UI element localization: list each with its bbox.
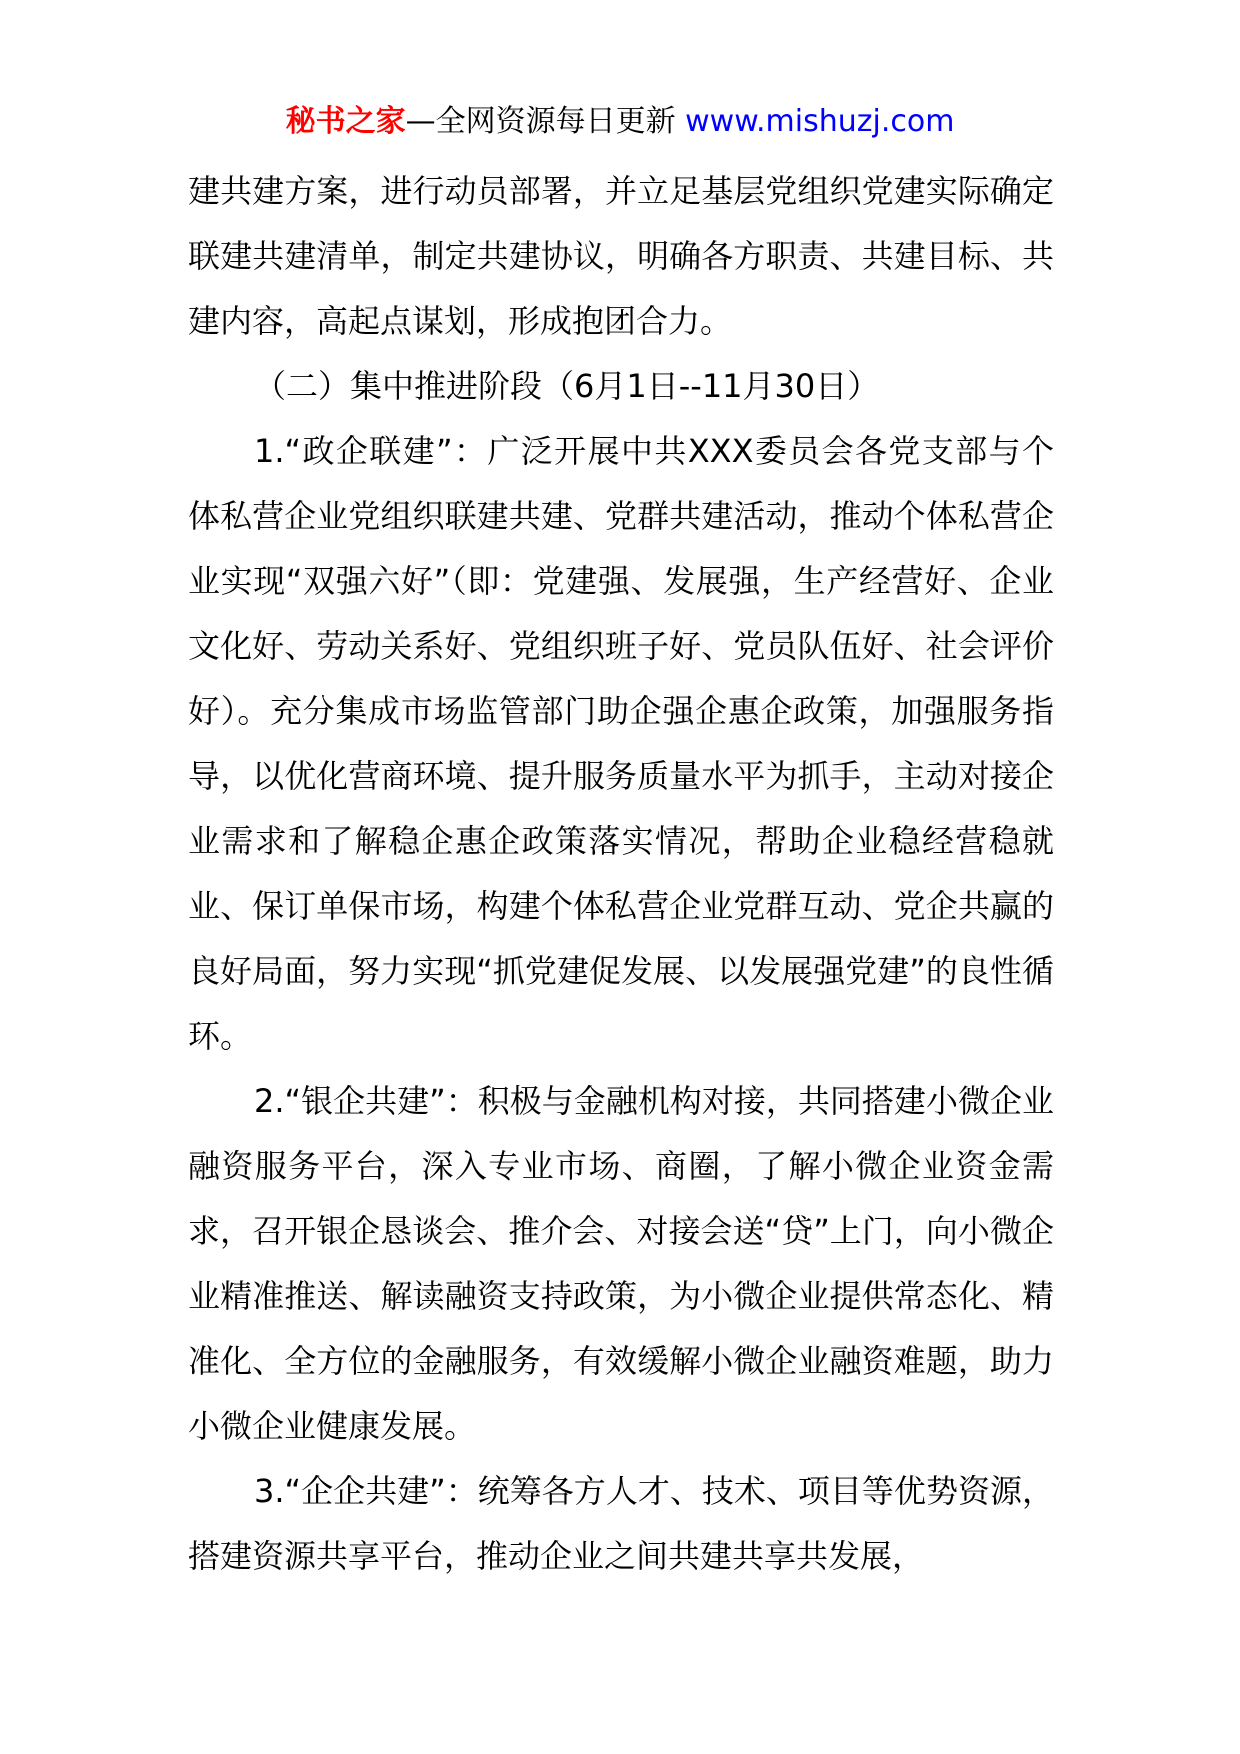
- site-header: [0, 100, 1240, 144]
- site-brand: 秘书之家: [285, 104, 406, 139]
- paragraph-continuation: 建共建方案，进行动员部署，并立足基层党组织党建实际确定联建共建清单，制定共建协议，明确各方职责、共建目标、共建内容，高起点谋划，形成抱团合力。: [188, 172, 1054, 340]
- site-url-link[interactable]: www.mishuzj.com: [685, 104, 955, 139]
- paragraph-item-1: 1.“政企联建”：广泛开展中共XXX委员会各党支部与个体私营企业党组织联建共建、党群共建活动，推动个体私营企业实现“双强六好”（即：党建强、发展强，生产经营好、企业文化好、劳动关系好、党组织班子好、党员队伍好、社会评价好）。充分集成市场监管部门助企强企惠企政策，加强服务指导，以优化营商环境、提升服务质量水平为抓手，主动对接企业需求和了解稳企惠企政策落实情况，帮助企业稳经营稳就业、保订单保市场，构建个体私营企业党群互动、党企共赢的良好局面，努力实现“抓党建促发展、以发展强党建”的良性循环。: [188, 432, 1054, 1055]
- section-heading-phase-two: （二）集中推进阶段（6月1日--11月30日）: [254, 367, 880, 405]
- paragraph-item-3: 3.“企企共建”：统筹各方人才、技术、项目等优势资源，搭建资源共享平台，推动企业之间共建共享共发展，: [188, 1472, 1054, 1575]
- document-body: [188, 159, 1054, 1589]
- site-tagline: —全网资源每日更新: [405, 104, 676, 139]
- paragraph-item-2: 2.“银企共建”：积极与金融机构对接，共同搭建小微企业融资服务平台，深入专业市场、商圈，了解小微企业资金需求，召开银企恳谈会、推介会、对接会送“贷”上门，向小微企业精准推送、解读融资支持政策，为小微企业提供常态化、精准化、全方位的金融服务，有效缓解小微企业融资难题，助力小微企业健康发展。: [188, 1082, 1054, 1445]
